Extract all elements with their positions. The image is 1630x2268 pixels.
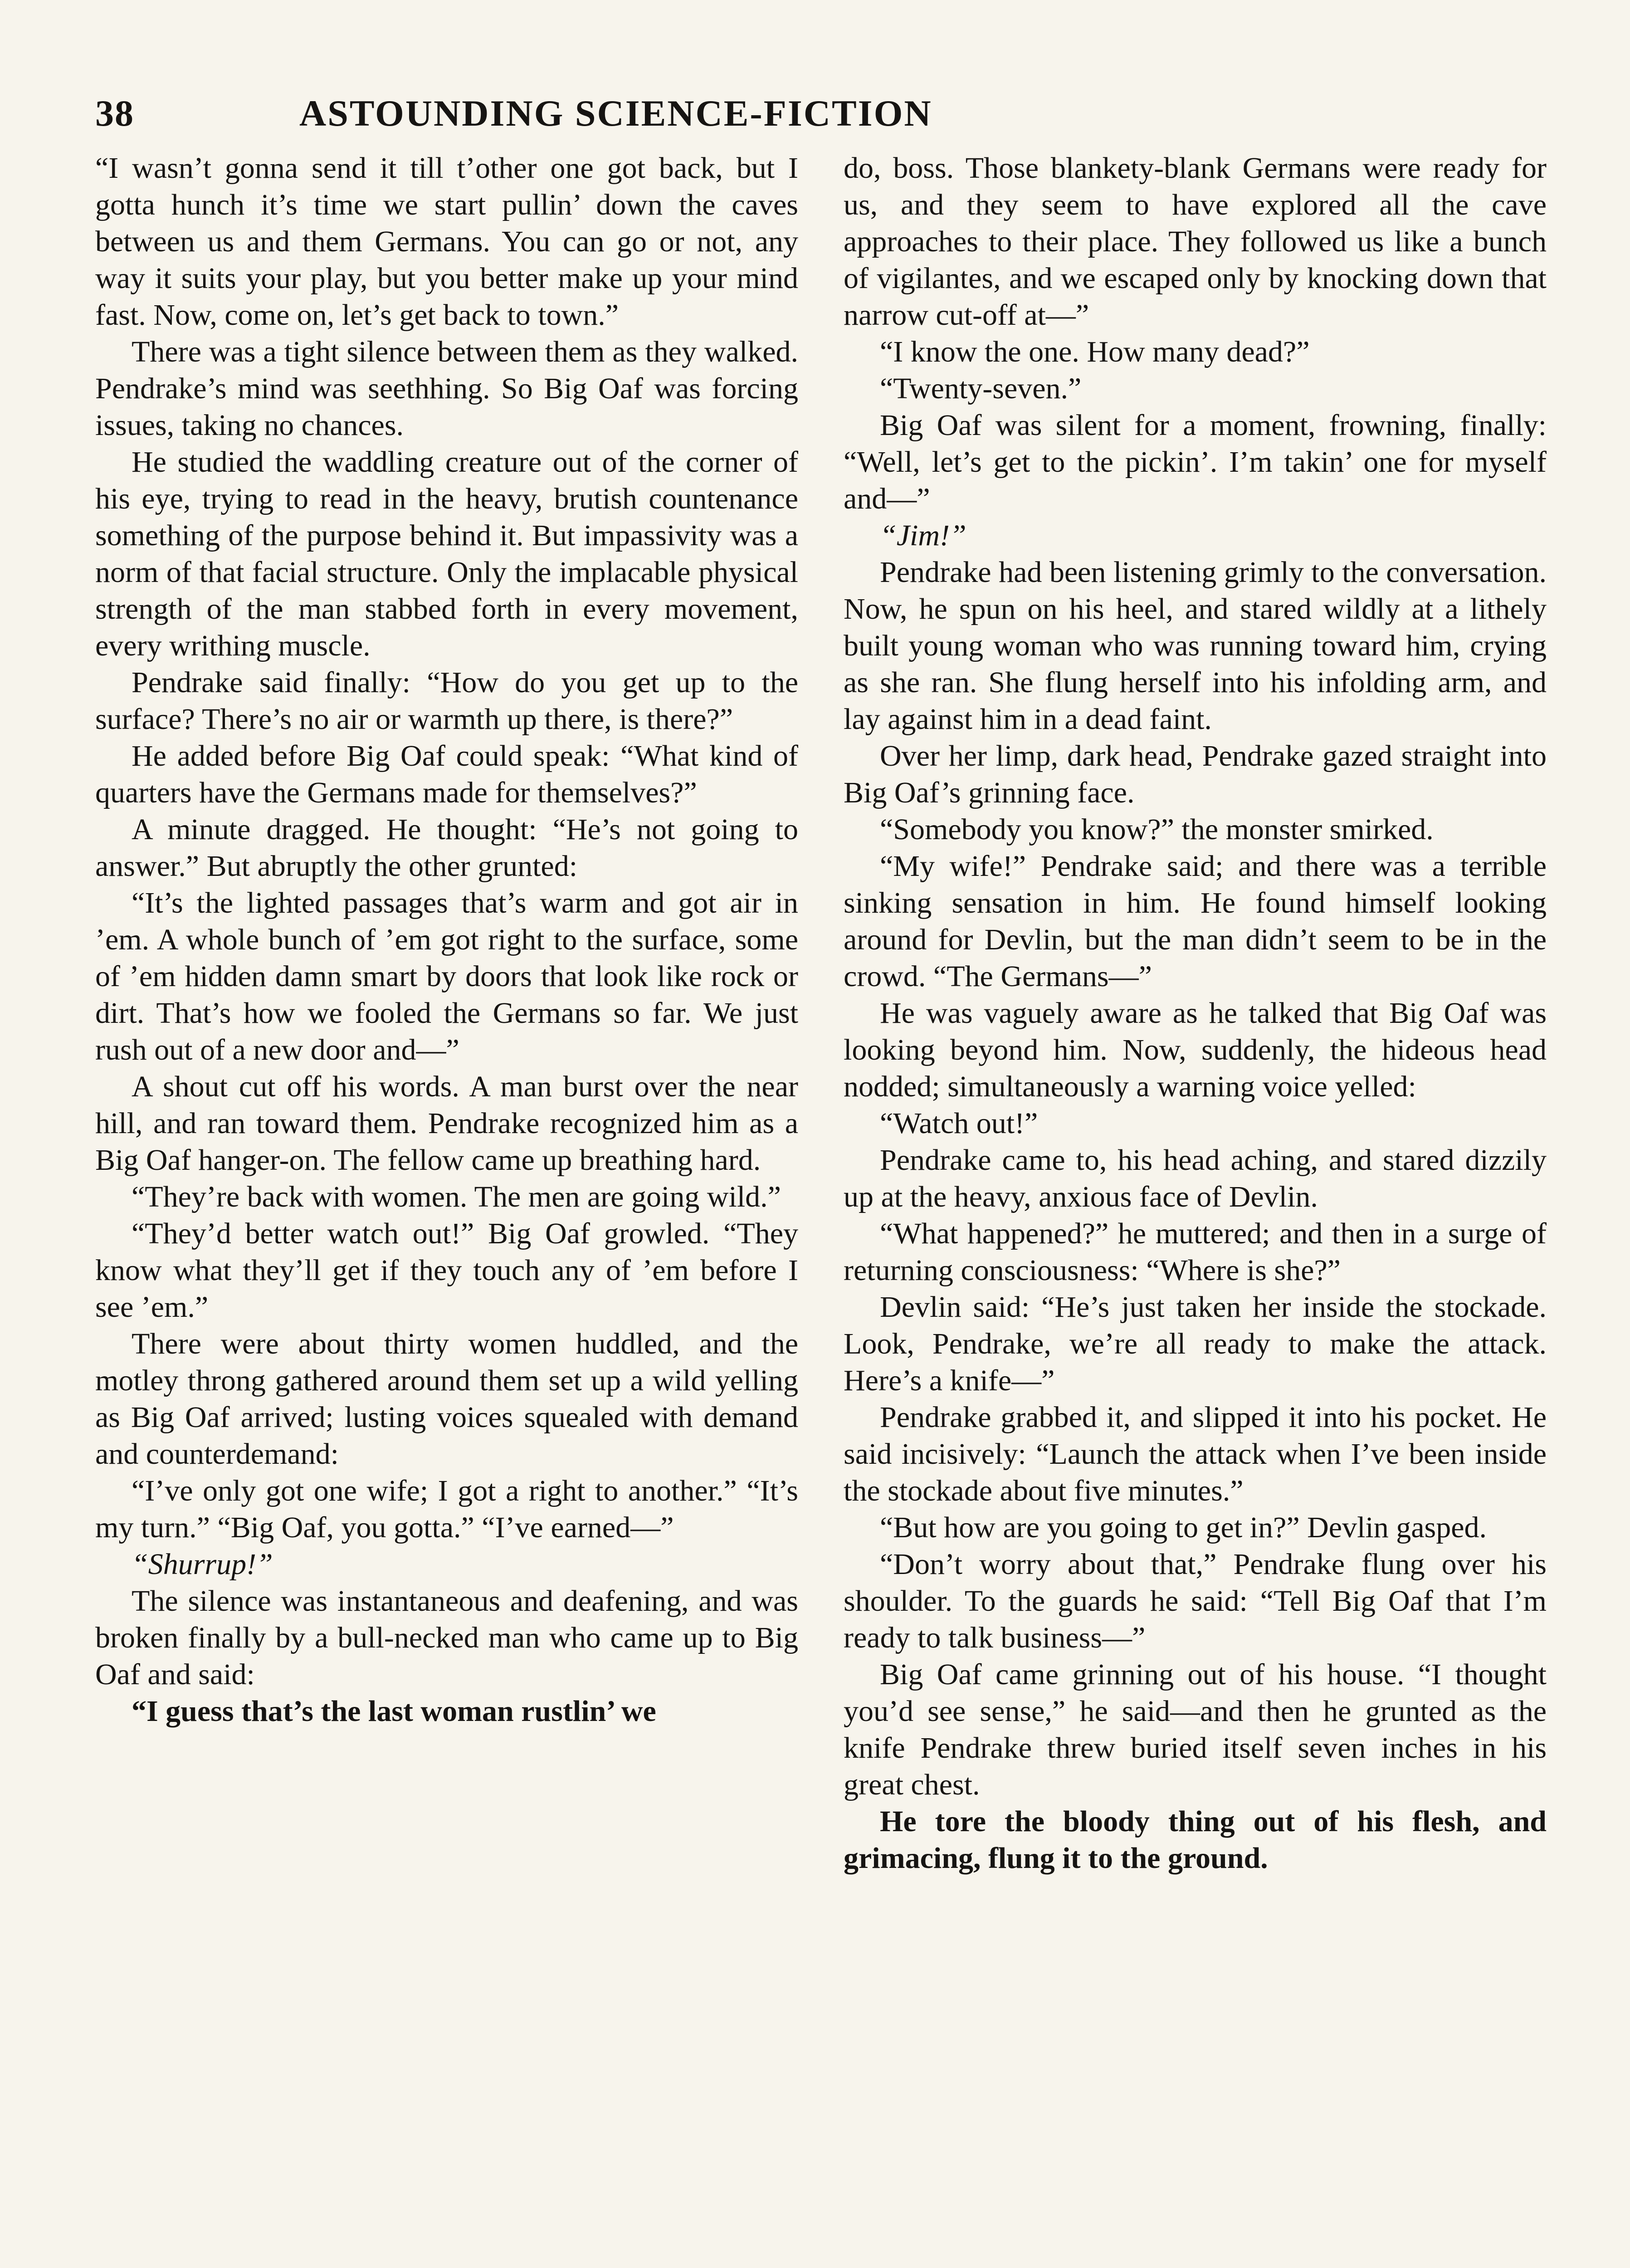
paragraph: “Twenty-seven.” — [880, 372, 1082, 405]
paragraph: do, boss. Those blankety-blank Germans were ready for us, and they seem to have explored all the cave approaches to their place. They followed us like a bunch of vigilantes, and we escaped only by knocking down that narrow cut-off at—” — [844, 152, 1547, 332]
paragraph: “What happened?” he muttered; and then in a surge of returning consciousness: “Where is she?” — [844, 1217, 1547, 1287]
paragraph: “Shurrup!” — [132, 1548, 273, 1581]
paragraph: A minute dragged. He thought: “He’s not going to answer.” But abruptly the other grunted: — [95, 813, 798, 883]
paragraph: Pendrake came to, his head aching, and stared dizzily up at the heavy, anxious face of Devlin. — [844, 1144, 1547, 1213]
paragraph: “Jim!” — [880, 519, 966, 552]
page-header — [95, 86, 1562, 141]
paragraph: There were about thirty women huddled, and the motley throng gathered around them set up a wild yelling as Big Oaf arrived; lusting voices squealed with demand and counterdemand: — [95, 1327, 798, 1471]
paragraph: “I know the one. How many dead?” — [880, 335, 1310, 368]
paragraph: The silence was instantaneous and deafening, and was broken finally by a bull-necked man who came up to Big Oaf and said: — [95, 1584, 798, 1691]
paragraph: Pendrake had been listening grimly to the conversation. Now, he spun on his heel, and stared wildly at a lithely built young woman who was running toward him, crying as she ran. She flung herself into his infolding arm, and lay against him in a dead faint. — [844, 556, 1547, 736]
paragraph: Big Oaf was silent for a moment, frowning, finally: “Well, let’s get to the pickin’. I’m takin’ one for myself and—” — [844, 409, 1547, 515]
paragraph: Devlin said: “He’s just taken her inside the stockade. Look, Pendrake, we’re all ready to make the attack. Here’s a knife—” — [844, 1290, 1547, 1397]
paragraph: “They’re back with women. The men are going wild.” — [132, 1180, 781, 1213]
paragraph: “Somebody you know?” the monster smirked. — [880, 813, 1434, 846]
paragraph: A shout cut off his words. A man burst over the near hill, and ran toward them. Pendrake recognized him as a Big Oaf hanger-on. The fellow came up breathing hard. — [95, 1070, 798, 1177]
paragraph: “I guess that’s the last woman rustlin’ we — [132, 1695, 656, 1728]
paragraph: “I wasn’t gonna send it till t’other one got back, but I gotta hunch it’s time we start pullin’ down the caves between us and them Germans. You can go or not, any way it suits your play, but you better make up your mind fast. Now, come on, let’s get back to town.” — [95, 152, 798, 332]
paragraph: “They’d better watch out!” Big Oaf growled. “They know what they’ll get if they touch any of ’em before I see ’em.” — [95, 1217, 798, 1324]
paragraph: Over her limp, dark head, Pendrake gazed straight into Big Oaf’s grinning face. — [844, 739, 1547, 809]
right-column — [844, 150, 1547, 2268]
paragraph: He studied the waddling creature out of the corner of his eye, trying to read in the heavy, brutish countenance something of the purpose behind it. But impassivity was a norm of that facial structure. Only the implacable physical strength of the man stabbed forth in every movement, every writhing muscle. — [95, 445, 798, 662]
paragraph: “Watch out!” — [880, 1107, 1038, 1140]
body-text — [95, 150, 1547, 2268]
paragraph: He tore the bloody thing out of his flesh, and grimacing, flung it to the ground. — [844, 1805, 1547, 1875]
paragraph: He was vaguely aware as he talked that Big Oaf was looking beyond him. Now, suddenly, the hideous head nodded; simultaneously a warning voice yelled: — [844, 997, 1547, 1103]
left-column — [95, 150, 798, 2268]
paragraph: “I’ve only got one wife; I got a right to another.” “It’s my turn.” “Big Oaf, you gotta.” “I’ve earned—” — [95, 1474, 798, 1544]
paragraph: “But how are you going to get in?” Devlin gasped. — [880, 1511, 1487, 1544]
paragraph: “Don’t worry about that,” Pendrake flung over his shoulder. To the guards he said: “Tell Big Oaf that I’m ready to talk business—” — [844, 1548, 1547, 1654]
paragraph: “It’s the lighted passages that’s warm and got air in ’em. A whole bunch of ’em got right to the surface, some of ’em hidden damn smart by doors that look like rock or dirt. That’s how we fooled the Germans so far. We just rush out of a new door and—” — [95, 886, 798, 1066]
paragraph: “My wife!” Pendrake said; and there was a terrible sinking sensation in him. He found himself looking around for Devlin, but the man didn’t seem to be in the crowd. “The Germans—” — [844, 850, 1547, 993]
running-head: ASTOUNDING SCIENCE-FICTION — [299, 93, 932, 134]
paragraph: Big Oaf came grinning out of his house. “I thought you’d see sense,” he said—and then he grunted as the knife Pendrake threw buried itself seven inches in his great chest. — [844, 1658, 1547, 1801]
paragraph: Pendrake said finally: “How do you get up to the surface? There’s no air or warmth up there, is there?” — [95, 666, 798, 736]
page-number: 38 — [95, 93, 134, 134]
paragraph: He added before Big Oaf could speak: “What kind of quarters have the Germans made for themselves?” — [95, 739, 798, 809]
paragraph: There was a tight silence between them as they walked. Pendrake’s mind was seethhing. So Big Oaf was forcing issues, taking no chances. — [95, 335, 798, 442]
paragraph: Pendrake grabbed it, and slipped it into his pocket. He said incisively: “Launch the attack when I’ve been inside the stockade about five minutes.” — [844, 1401, 1547, 1507]
